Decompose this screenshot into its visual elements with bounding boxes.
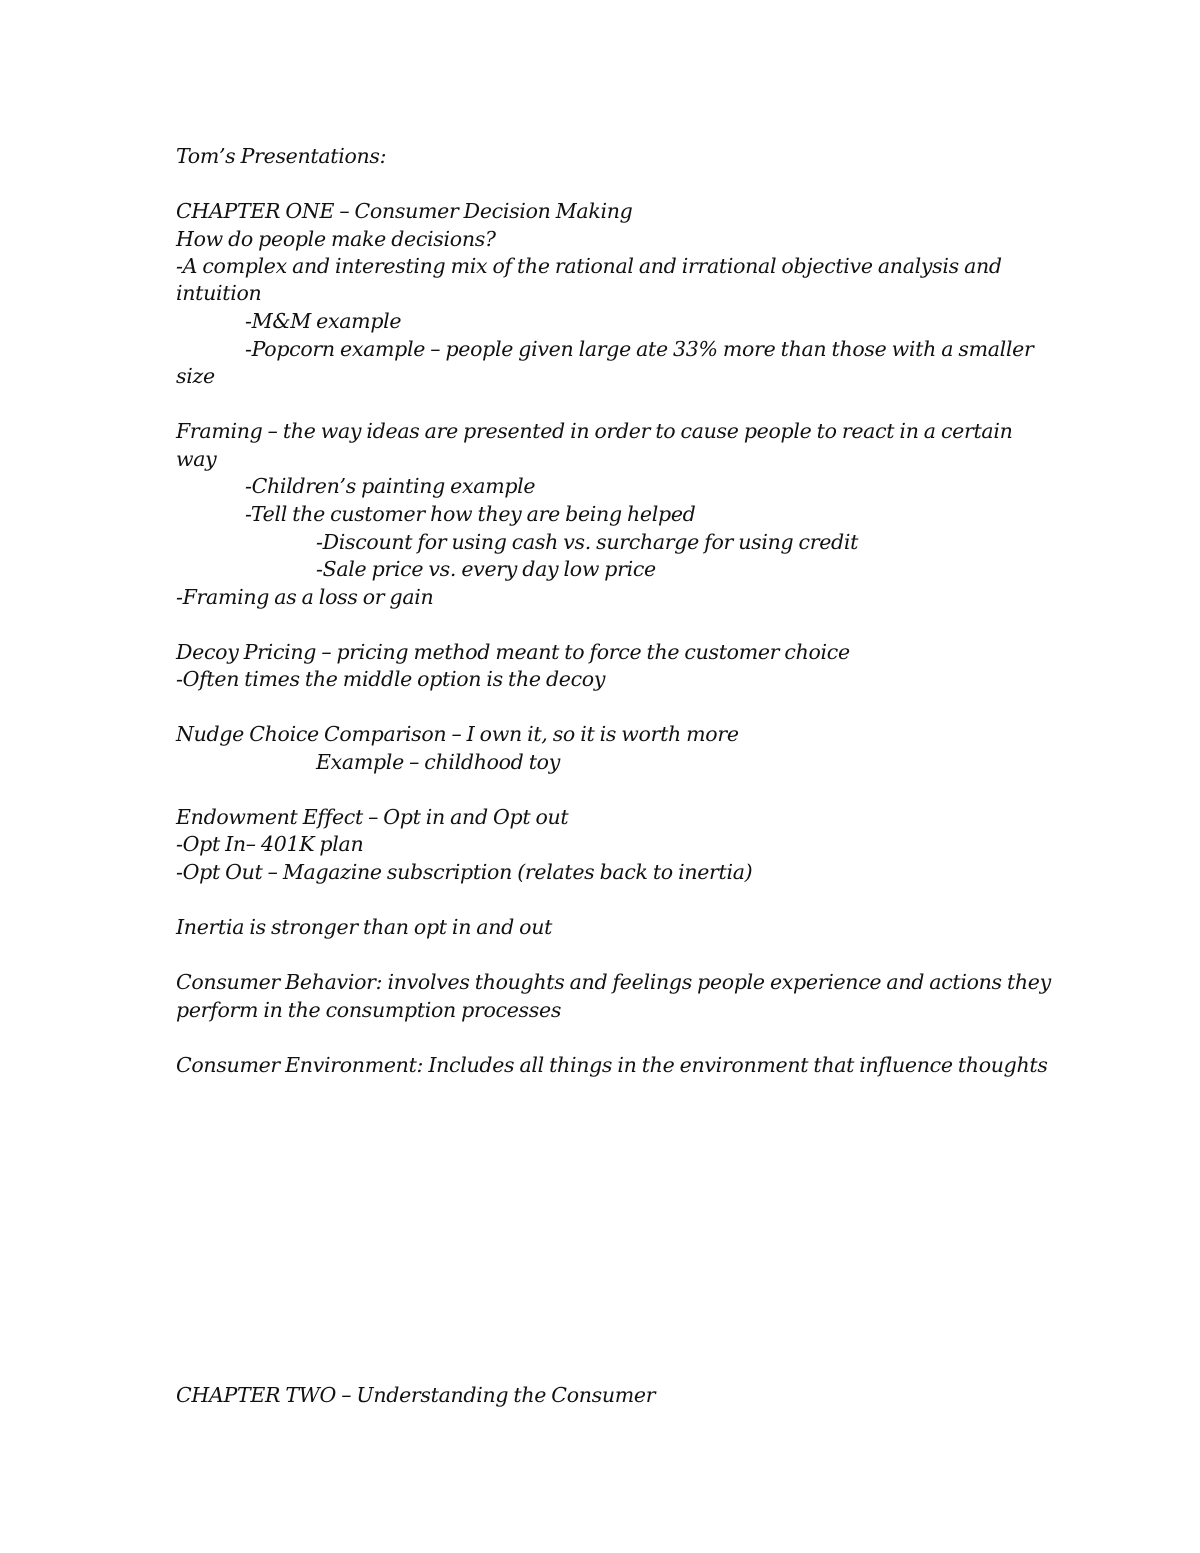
consumer-behavior-line: Consumer Behavior: involves thoughts and feelings people experience and actions they: [176, 970, 1051, 994]
endowment-heading: Endowment Effect – Opt in and Opt out: [176, 805, 569, 829]
text-line: -Often times the middle option is the decoy: [176, 667, 606, 691]
text-line: -Framing as a loss or gain: [176, 585, 434, 609]
text-line: -Opt In– 401K plan: [176, 832, 364, 856]
text-line: -Children’s painting example: [245, 474, 536, 498]
text-line: -Tell the customer how they are being helped: [245, 502, 696, 526]
chapter-one-heading: CHAPTER ONE – Consumer Decision Making: [176, 199, 633, 223]
decoy-pricing-heading: Decoy Pricing – pricing method meant to force the customer choice: [176, 640, 850, 664]
text-line: way: [176, 447, 217, 471]
text-line: -Sale price vs. every day low price: [316, 557, 656, 581]
text-line: size: [176, 364, 215, 388]
text-line: Example – childhood toy: [316, 750, 560, 774]
chapter-two-heading: CHAPTER TWO – Understanding the Consumer: [176, 1383, 656, 1407]
text-line: -M&M example: [245, 309, 402, 333]
inertia-line: Inertia is stronger than opt in and out: [176, 915, 553, 939]
document-title: Tom’s Presentations:: [176, 144, 387, 168]
text-line: -Opt Out – Magazine subscription (relates back to inertia): [176, 860, 753, 884]
text-line: How do people make decisions?: [176, 227, 496, 251]
text-line: intuition: [176, 281, 262, 305]
text-line: -A complex and interesting mix of the rational and irrational objective analysis and: [176, 254, 1002, 278]
text-line: -Popcorn example – people given large ate 33% more than those with a smaller: [245, 337, 1034, 361]
text-line: perform in the consumption processes: [176, 998, 562, 1022]
framing-heading: Framing – the way ideas are presented in order to cause people to react in a certain: [176, 419, 1013, 443]
nudge-heading: Nudge Choice Comparison – I own it, so it is worth more: [176, 722, 739, 746]
consumer-environment-line: Consumer Environment: Includes all things in the environment that influence thoughts: [176, 1053, 1048, 1077]
text-line: -Discount for using cash vs. surcharge for using credit: [316, 530, 859, 554]
